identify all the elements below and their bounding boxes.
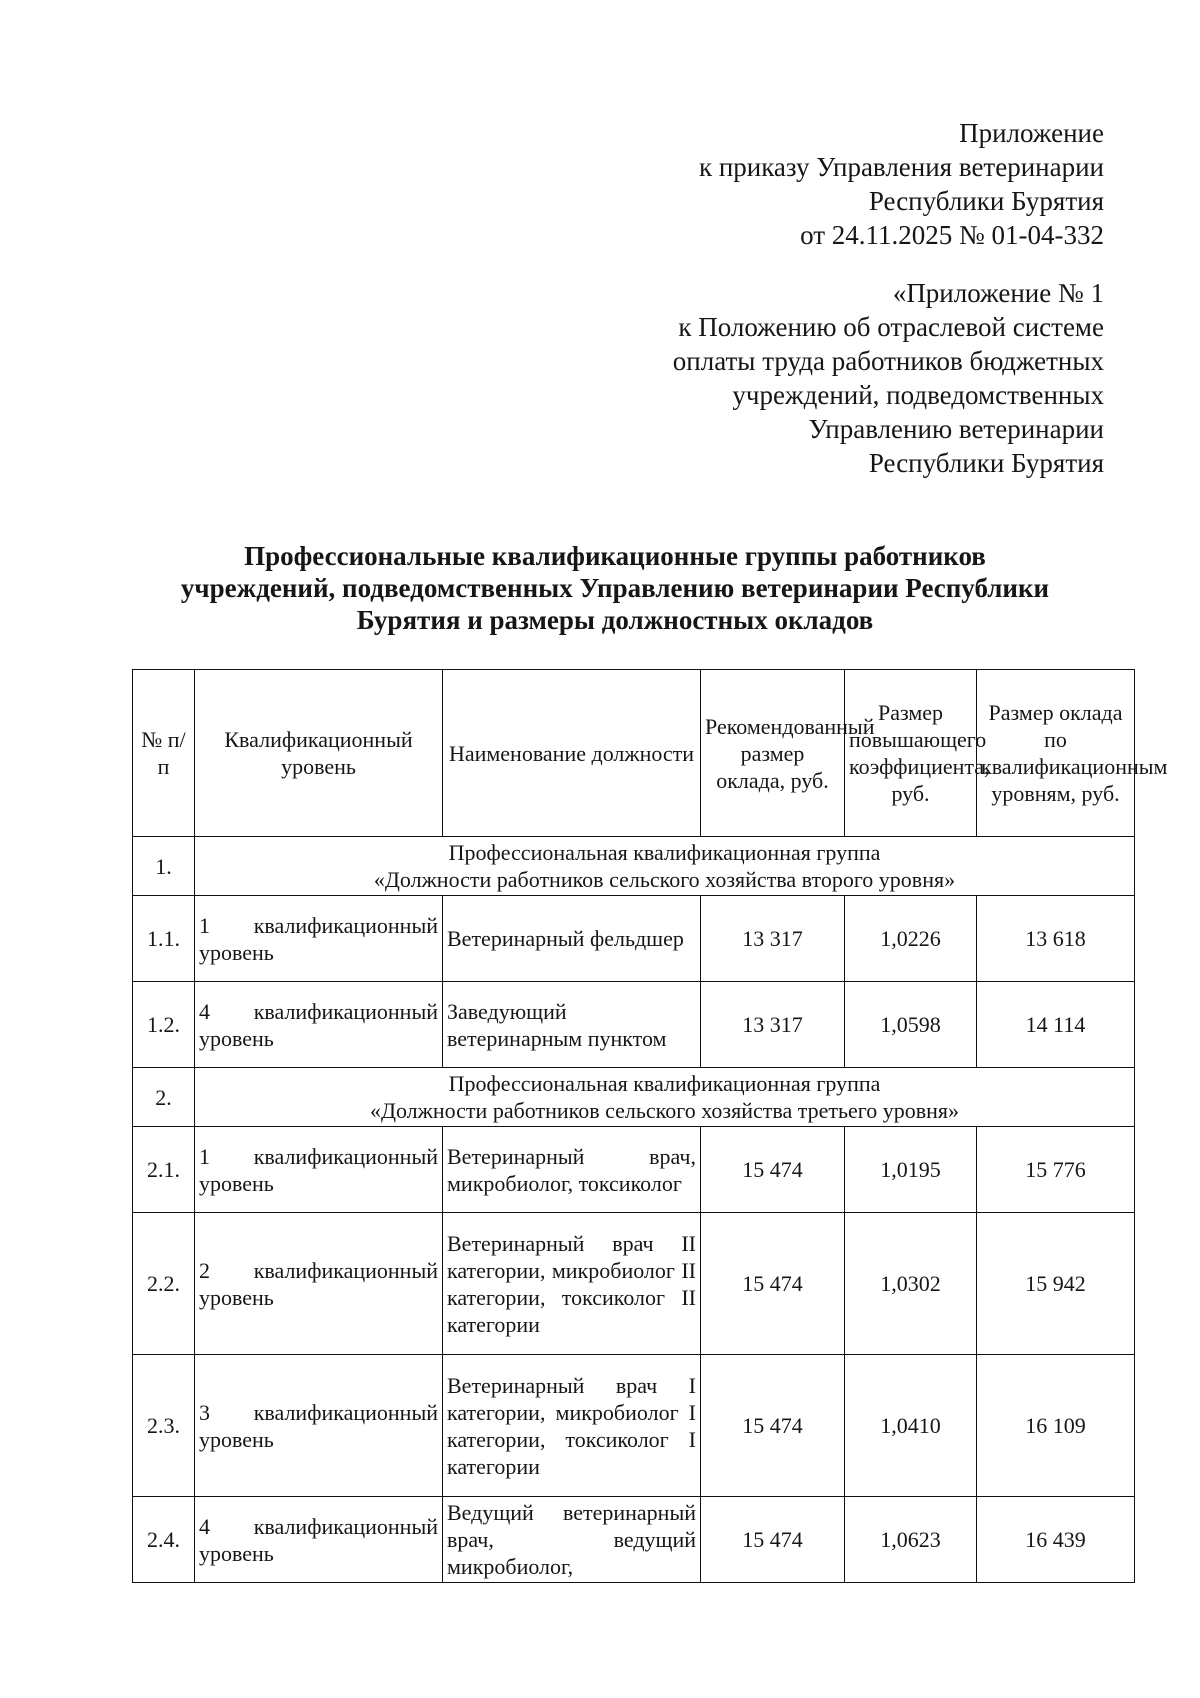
row-num: 1.1. <box>133 896 195 982</box>
document-title <box>130 540 1100 636</box>
row-total: 14 114 <box>977 982 1135 1068</box>
salary-table <box>132 669 1168 1583</box>
title-line: Профессиональные квалификационные группы работников <box>244 541 986 571</box>
row-coefficient: 1,0623 <box>845 1497 977 1583</box>
table-row <box>133 1497 1135 1583</box>
group-title <box>195 837 1135 896</box>
row-position: Ведущий ветеринарный врач, ведущий микробиолог, <box>443 1497 701 1583</box>
row-position: Заведующий ветеринарным пунктом <box>443 982 701 1068</box>
approval-line: Республики Бурятия <box>868 186 1104 216</box>
appendix-line: к Положению об отраслевой системе <box>678 312 1104 342</box>
approval-line: Приложение <box>959 118 1104 148</box>
row-level: 1 квалификационный уровень <box>195 896 443 982</box>
appendix-block <box>673 276 1104 480</box>
header-salary: Рекомендованный размер оклада, руб. <box>701 670 845 837</box>
row-salary: 13 317 <box>701 896 845 982</box>
row-level: 1 квалификационный уровень <box>195 1127 443 1213</box>
title-line: Бурятия и размеры должностных окладов <box>356 605 874 635</box>
table-row <box>133 1127 1135 1213</box>
group-row <box>133 837 1135 896</box>
row-num: 2.3. <box>133 1355 195 1497</box>
group-title-line: Профессиональная квалификационная группа <box>448 1071 881 1096</box>
row-num: 2.2. <box>133 1213 195 1355</box>
row-coefficient: 1,0302 <box>845 1213 977 1355</box>
group-title-line: Профессиональная квалификационная группа <box>448 840 881 865</box>
row-coefficient: 1,0226 <box>845 896 977 982</box>
appendix-line: Управлению ветеринарии <box>808 414 1104 444</box>
group-row <box>133 1068 1135 1127</box>
row-coefficient: 1,0598 <box>845 982 977 1068</box>
group-num: 1. <box>133 837 195 896</box>
row-total: 13 618 <box>977 896 1135 982</box>
row-position: Ветеринарный врач II категории, микробиолог II категории, токсиколог II категории <box>443 1213 701 1355</box>
row-level: 2 квалификационный уровень <box>195 1213 443 1355</box>
table-row <box>133 896 1135 982</box>
group-title <box>195 1068 1135 1127</box>
row-salary: 13 317 <box>701 982 845 1068</box>
appendix-line: Республики Бурятия <box>868 448 1104 478</box>
row-total: 16 109 <box>977 1355 1135 1497</box>
appendix-line: учреждений, подведомственных <box>732 380 1104 410</box>
row-num: 2.4. <box>133 1497 195 1583</box>
approval-line: от 24.11.2025 № 01-04-332 <box>800 220 1104 250</box>
header-total: Размер оклада по квалификационным уровням, руб. <box>977 670 1135 837</box>
row-level: 4 квалификационный уровень <box>195 1497 443 1583</box>
table-row <box>133 1213 1135 1355</box>
row-total: 15 776 <box>977 1127 1135 1213</box>
row-position: Ветеринарный врач, микробиолог, токсиколог <box>443 1127 701 1213</box>
header-level: Квалификационный уровень <box>195 670 443 837</box>
group-num: 2. <box>133 1068 195 1127</box>
row-level: 4 квалификационный уровень <box>195 982 443 1068</box>
header-position: Наименование должности <box>443 670 701 837</box>
row-position: Ветеринарный врач I категории, микробиолог I категории, токсиколог I категории <box>443 1355 701 1497</box>
row-salary: 15 474 <box>701 1127 845 1213</box>
row-num: 2.1. <box>133 1127 195 1213</box>
table-row <box>133 982 1135 1068</box>
row-total: 16 439 <box>977 1497 1135 1583</box>
row-salary: 15 474 <box>701 1355 845 1497</box>
row-salary: 15 474 <box>701 1213 845 1355</box>
row-total: 15 942 <box>977 1213 1135 1355</box>
row-num: 1.2. <box>133 982 195 1068</box>
group-title-line: «Должности работников сельского хозяйства второго уровня» <box>373 867 956 892</box>
row-coefficient: 1,0195 <box>845 1127 977 1213</box>
header-coefficient: Размер повышающего коэффициента, руб. <box>845 670 977 837</box>
table-row <box>133 1355 1135 1497</box>
title-line: учреждений, подведомственных Управлению ветеринарии Республики <box>180 573 1050 603</box>
row-position: Ветеринарный фельдшер <box>443 896 701 982</box>
row-salary: 15 474 <box>701 1497 845 1583</box>
header-num: № п/п <box>133 670 195 837</box>
approval-block <box>699 116 1104 252</box>
row-coefficient: 1,0410 <box>845 1355 977 1497</box>
row-level: 3 квалификационный уровень <box>195 1355 443 1497</box>
group-title-line: «Должности работников сельского хозяйства третьего уровня» <box>369 1098 960 1123</box>
appendix-line: «Приложение № 1 <box>892 278 1104 308</box>
appendix-line: оплаты труда работников бюджетных <box>672 346 1104 376</box>
approval-line: к приказу Управления ветеринарии <box>698 152 1104 182</box>
table-header-row <box>133 670 1135 837</box>
